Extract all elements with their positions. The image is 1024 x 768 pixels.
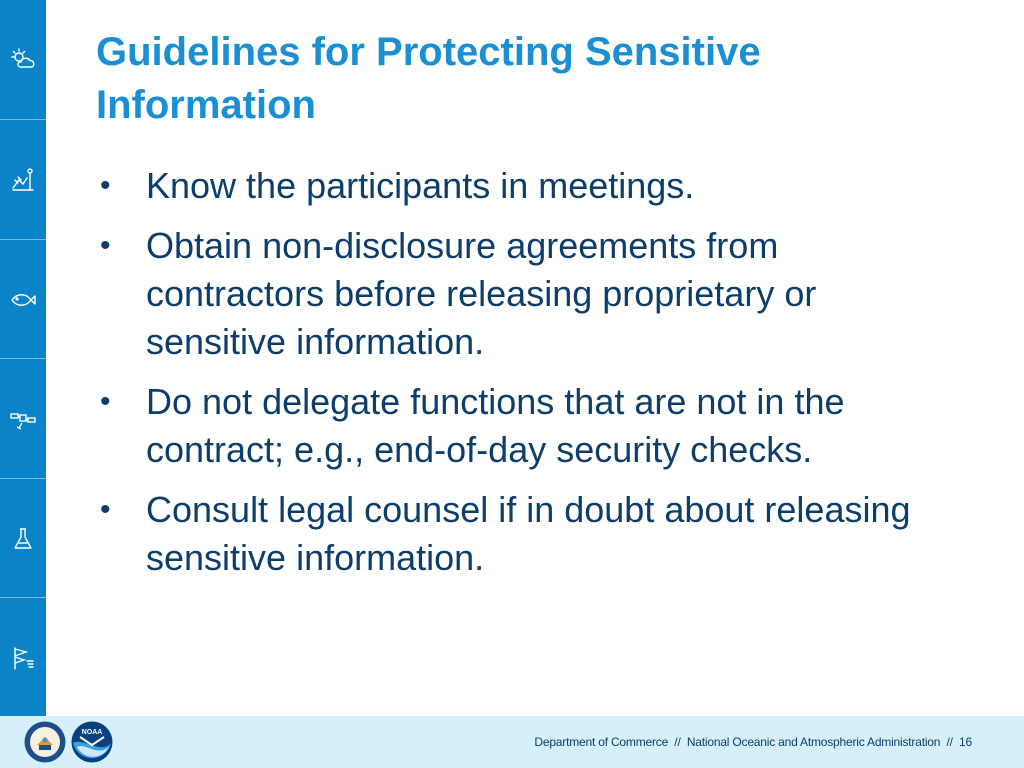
sun-cloud-icon <box>9 46 37 74</box>
bullet-text: Obtain non-disclosure agreements from contractors before releasing proprietary or sensitive information. <box>146 225 817 362</box>
bullet-marker: • <box>100 493 111 526</box>
slide-title: Guidelines for Protecting Sensitive Information <box>96 30 761 127</box>
sidebar-cell-research <box>0 479 46 598</box>
flask-icon <box>9 525 37 553</box>
list-item <box>96 378 956 474</box>
satellite-icon <box>9 405 37 433</box>
sidebar-cell-satellite <box>0 359 46 478</box>
storm-flag-icon <box>9 644 37 672</box>
fish-icon <box>9 286 37 314</box>
bullet-text: Consult legal counsel if in doubt about releasing sensitive information. <box>146 489 911 578</box>
sidebar-cell-storm <box>0 598 46 717</box>
noaa-logo <box>71 721 113 763</box>
sidebar-cell-fisheries <box>0 240 46 359</box>
noaa-logo-text: NOAA <box>81 729 103 736</box>
bullet-text: Do not delegate functions that are not in the contract; e.g., end-of-day security checks. <box>146 381 845 470</box>
commerce-seal-logo <box>24 721 66 763</box>
sidebar-cell-weather <box>0 0 46 119</box>
footer <box>0 716 1024 768</box>
footer-credit: Department of Commerce // National Oceanic and Atmospheric Administration // 16 <box>534 735 972 749</box>
list-item <box>96 222 956 366</box>
bullet-marker: • <box>100 229 111 262</box>
surveyor-icon <box>9 166 37 194</box>
sidebar-cell-survey <box>0 120 46 239</box>
sidebar <box>0 0 46 716</box>
list-item <box>96 162 956 210</box>
bullet-marker: • <box>100 169 111 202</box>
bullet-text: Know the participants in meetings. <box>146 165 695 206</box>
bullet-list <box>96 162 956 594</box>
list-item <box>96 486 956 582</box>
bullet-marker: • <box>100 385 111 418</box>
